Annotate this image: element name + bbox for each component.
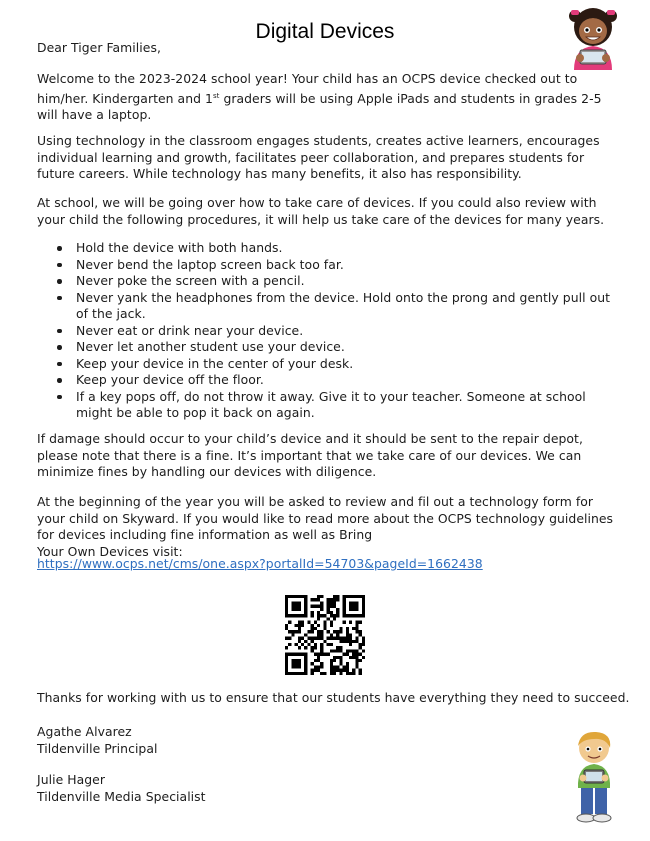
list-item: Never yank the headphones from the device. Hold onto the prong and gently pull out of the jack. (54, 290, 614, 323)
signature-principal (37, 724, 158, 757)
form-text-continued: Your Own Devices visit: (37, 543, 183, 559)
list-item: Keep your device off the floor. (54, 372, 614, 389)
list-item: If a key pops off, do not throw it away. Give it to your teacher. Someone at school might be able to pop it back on again. (54, 389, 614, 422)
damage-paragraph: If damage should occur to your child’s device and it should be sent to the repair depot, please note that there is a fine. It’s important that we take care of our devices. We can minimize fines by handling our devices with diligence. (37, 431, 583, 479)
form-text: At the beginning of the year you will be asked to review and fil out a technology form for your child on Skyward. If you would like to read more about the OCPS technology guidelines for devices including fine information as well as Bring (37, 494, 614, 542)
list-item: Never bend the laptop screen back too far. (54, 257, 614, 274)
care-paragraph: At school, we will be going over how to take care of devices. If you could also review with your child the following procedures, it will help us take care of the devices for many years. (37, 195, 605, 227)
ocps-guidelines-link[interactable]: https://www.ocps.net/cms/one.aspx?portalId=54703&pageId=1662438 (37, 556, 483, 571)
form-paragraph (37, 494, 619, 560)
greeting: Dear Tiger Families, (37, 40, 161, 55)
list-item: Keep your device in the center of your desk. (54, 356, 614, 373)
procedures-list (54, 240, 614, 422)
qr-code-icon (285, 595, 365, 675)
signature-name: Julie Hager (37, 772, 105, 787)
signature-media-specialist (37, 772, 206, 805)
page-title: Digital Devices (255, 20, 395, 43)
thanks-text: Thanks for working with us to ensure that our students have everything they need to succeed. (37, 690, 630, 705)
list-item: Never let another student use your device. (54, 339, 614, 356)
signature-role: Tildenville Principal (37, 740, 158, 756)
list-item: Never eat or drink near your device. (54, 323, 614, 340)
list-item: Never poke the screen with a pencil. (54, 273, 614, 290)
welcome-paragraph: Welcome to the 2023-2024 school year! Your child has an OCPS device checked out to him/her. Kindergarten and 1st graders will be using Apple iPads and students in grades 2-5 will have a laptop. (37, 71, 602, 123)
signature-name: Agathe Alvarez (37, 724, 132, 739)
girl-with-tablet-icon (562, 6, 624, 70)
signature-role: Tildenville Media Specialist (37, 788, 206, 804)
boy-with-device-icon (566, 730, 622, 824)
list-item: Hold the device with both hands. (54, 240, 614, 257)
technology-paragraph: Using technology in the classroom engages students, creates active learners, encourages individual learning and growth, facilitates peer collaboration, and prepares students for future careers. While technology has many benefits, it also has responsibility. (37, 133, 600, 181)
